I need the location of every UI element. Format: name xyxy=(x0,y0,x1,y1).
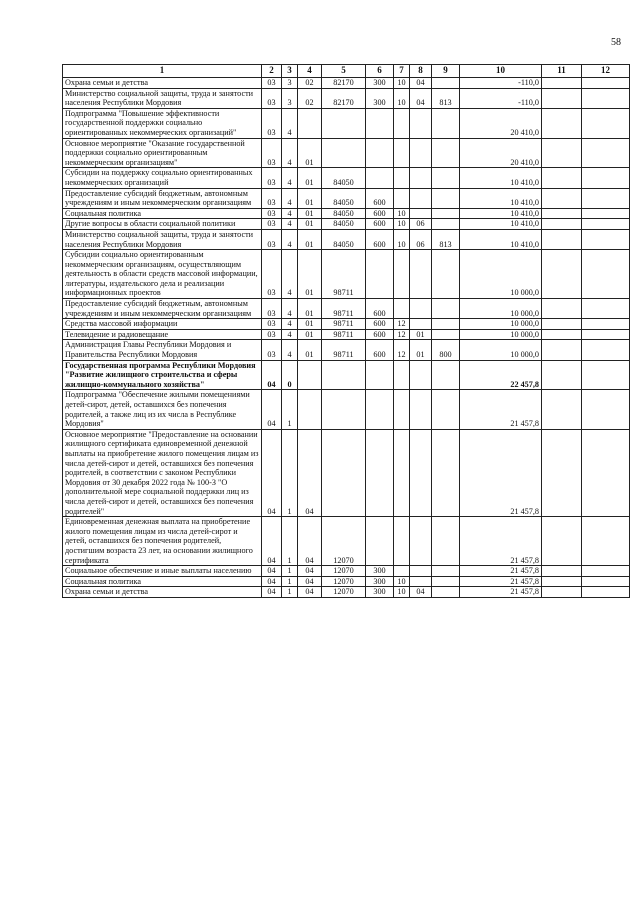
code-cell-4: 01 xyxy=(298,138,322,168)
code-cell-7: 10 xyxy=(394,576,410,587)
code-cell-6: 600 xyxy=(366,188,394,208)
code-cell-12 xyxy=(582,329,630,340)
code-cell-7 xyxy=(394,138,410,168)
code-cell-2: 03 xyxy=(262,88,282,108)
row-name-cell: Министерство социальной защиты, труда и занятости населения Республики Мордовия xyxy=(63,88,262,108)
row-name-cell: Администрация Главы Республики Мордовия и Правительства Республики Мордовия xyxy=(63,340,262,360)
row-name-cell: Социальное обеспечение и иные выплаты населению xyxy=(63,566,262,577)
table-row xyxy=(63,299,630,319)
code-cell-12 xyxy=(582,319,630,330)
code-cell-11 xyxy=(542,576,582,587)
code-cell-9 xyxy=(432,108,460,138)
code-cell-3: 4 xyxy=(282,340,298,360)
amount-cell: 20 410,0 xyxy=(460,108,542,138)
code-cell-7 xyxy=(394,517,410,566)
code-cell-5: 84050 xyxy=(322,208,366,219)
code-cell-4: 01 xyxy=(298,229,322,249)
code-cell-4: 04 xyxy=(298,566,322,577)
code-cell-5: 12070 xyxy=(322,587,366,598)
code-cell-2: 04 xyxy=(262,390,282,429)
code-cell-6 xyxy=(366,429,394,516)
code-cell-12 xyxy=(582,88,630,108)
code-cell-7 xyxy=(394,250,410,299)
code-cell-12 xyxy=(582,390,630,429)
table-row xyxy=(63,517,630,566)
code-cell-8 xyxy=(410,208,432,219)
code-cell-7: 10 xyxy=(394,208,410,219)
code-cell-7: 12 xyxy=(394,340,410,360)
code-cell-4: 01 xyxy=(298,250,322,299)
row-name-cell: Охрана семьи и детства xyxy=(63,78,262,89)
code-cell-3: 4 xyxy=(282,329,298,340)
code-cell-5: 98711 xyxy=(322,329,366,340)
code-cell-5: 12070 xyxy=(322,517,366,566)
code-cell-4: 01 xyxy=(298,299,322,319)
code-cell-12 xyxy=(582,360,630,390)
code-cell-7 xyxy=(394,108,410,138)
code-cell-5 xyxy=(322,429,366,516)
code-cell-4: 01 xyxy=(298,340,322,360)
code-cell-8 xyxy=(410,250,432,299)
column-header-4: 4 xyxy=(298,65,322,78)
code-cell-9 xyxy=(432,390,460,429)
code-cell-11 xyxy=(542,208,582,219)
code-cell-4: 02 xyxy=(298,78,322,89)
code-cell-7: 12 xyxy=(394,329,410,340)
code-cell-9 xyxy=(432,429,460,516)
code-cell-8 xyxy=(410,319,432,330)
code-cell-11 xyxy=(542,429,582,516)
budget-table xyxy=(62,64,630,598)
code-cell-11 xyxy=(542,517,582,566)
code-cell-11 xyxy=(542,340,582,360)
code-cell-3: 4 xyxy=(282,229,298,249)
code-cell-3: 4 xyxy=(282,299,298,319)
code-cell-7: 12 xyxy=(394,319,410,330)
row-name-cell: Социальная политика xyxy=(63,576,262,587)
code-cell-3: 4 xyxy=(282,219,298,230)
amount-cell: 21 457,8 xyxy=(460,566,542,577)
code-cell-5 xyxy=(322,138,366,168)
code-cell-6 xyxy=(366,168,394,188)
amount-cell: 10 410,0 xyxy=(460,208,542,219)
table-row xyxy=(63,88,630,108)
code-cell-3: 1 xyxy=(282,517,298,566)
code-cell-3: 4 xyxy=(282,208,298,219)
code-cell-7 xyxy=(394,429,410,516)
code-cell-2: 04 xyxy=(262,517,282,566)
row-name-cell: Субсидии на поддержку социально ориентированных некоммерческих организаций xyxy=(63,168,262,188)
amount-cell: 20 410,0 xyxy=(460,138,542,168)
code-cell-11 xyxy=(542,88,582,108)
amount-cell: 21 457,8 xyxy=(460,429,542,516)
row-name-cell: Подпрограмма "Обеспечение жилыми помещениями детей-сирот, детей, оставшихся без попечения родителей, а также лиц из их числа в Республике Мордовия" xyxy=(63,390,262,429)
column-header-11: 11 xyxy=(542,65,582,78)
table-row xyxy=(63,208,630,219)
code-cell-4: 01 xyxy=(298,329,322,340)
row-name-cell: Государственная программа Республики Мордовия "Развитие жилищного строительства и сферы жилищно-коммунального хозяйства" xyxy=(63,360,262,390)
code-cell-3: 4 xyxy=(282,108,298,138)
code-cell-9 xyxy=(432,299,460,319)
code-cell-5 xyxy=(322,390,366,429)
table-row xyxy=(63,360,630,390)
code-cell-5: 12070 xyxy=(322,566,366,577)
code-cell-3: 1 xyxy=(282,587,298,598)
column-header-3: 3 xyxy=(282,65,298,78)
table-row xyxy=(63,390,630,429)
code-cell-5: 82170 xyxy=(322,88,366,108)
code-cell-5: 98711 xyxy=(322,319,366,330)
code-cell-12 xyxy=(582,429,630,516)
code-cell-8 xyxy=(410,360,432,390)
amount-cell: 10 000,0 xyxy=(460,340,542,360)
code-cell-3: 1 xyxy=(282,429,298,516)
code-cell-11 xyxy=(542,138,582,168)
code-cell-9 xyxy=(432,138,460,168)
code-cell-2: 04 xyxy=(262,576,282,587)
code-cell-11 xyxy=(542,108,582,138)
code-cell-11 xyxy=(542,188,582,208)
code-cell-3: 4 xyxy=(282,138,298,168)
code-cell-11 xyxy=(542,219,582,230)
code-cell-9: 813 xyxy=(432,229,460,249)
code-cell-6: 300 xyxy=(366,88,394,108)
code-cell-12 xyxy=(582,78,630,89)
code-cell-3: 0 xyxy=(282,360,298,390)
code-cell-3: 4 xyxy=(282,188,298,208)
amount-cell: 10 000,0 xyxy=(460,319,542,330)
code-cell-8 xyxy=(410,138,432,168)
code-cell-9: 800 xyxy=(432,340,460,360)
code-cell-5: 98711 xyxy=(322,299,366,319)
code-cell-4: 04 xyxy=(298,517,322,566)
code-cell-8 xyxy=(410,390,432,429)
code-cell-2: 03 xyxy=(262,319,282,330)
code-cell-4: 04 xyxy=(298,576,322,587)
table-row xyxy=(63,587,630,598)
row-name-cell: Основное мероприятие "Оказание государственной поддержки социально ориентированным некоммерческим организациям" xyxy=(63,138,262,168)
code-cell-2: 03 xyxy=(262,78,282,89)
code-cell-4 xyxy=(298,108,322,138)
row-name-cell: Другие вопросы в области социальной политики xyxy=(63,219,262,230)
code-cell-11 xyxy=(542,78,582,89)
code-cell-2: 03 xyxy=(262,229,282,249)
code-cell-2: 04 xyxy=(262,360,282,390)
code-cell-12 xyxy=(582,576,630,587)
code-cell-12 xyxy=(582,587,630,598)
code-cell-9 xyxy=(432,188,460,208)
column-header-1: 1 xyxy=(63,65,262,78)
code-cell-9 xyxy=(432,219,460,230)
code-cell-2: 03 xyxy=(262,138,282,168)
table-row xyxy=(63,566,630,577)
table-row xyxy=(63,138,630,168)
code-cell-4: 01 xyxy=(298,319,322,330)
code-cell-6 xyxy=(366,360,394,390)
row-name-cell: Социальная политика xyxy=(63,208,262,219)
amount-cell: -110,0 xyxy=(460,78,542,89)
code-cell-7 xyxy=(394,188,410,208)
code-cell-5: 98711 xyxy=(322,250,366,299)
code-cell-9 xyxy=(432,576,460,587)
code-cell-3: 1 xyxy=(282,390,298,429)
row-name-cell: Субсидии социально ориентированным некоммерческим организациям, осуществляющим деятельность в области средств массовой информации, литературы, издательского дела и реализации информационных проектов xyxy=(63,250,262,299)
table-row xyxy=(63,168,630,188)
code-cell-2: 03 xyxy=(262,219,282,230)
table-row xyxy=(63,340,630,360)
amount-cell: 21 457,8 xyxy=(460,587,542,598)
table-row xyxy=(63,250,630,299)
code-cell-8 xyxy=(410,299,432,319)
code-cell-9 xyxy=(432,517,460,566)
code-cell-7 xyxy=(394,566,410,577)
code-cell-3: 4 xyxy=(282,250,298,299)
column-header-5: 5 xyxy=(322,65,366,78)
table-row xyxy=(63,219,630,230)
code-cell-6: 600 xyxy=(366,340,394,360)
code-cell-4: 01 xyxy=(298,219,322,230)
code-cell-12 xyxy=(582,250,630,299)
code-cell-11 xyxy=(542,250,582,299)
code-cell-4: 02 xyxy=(298,88,322,108)
code-cell-12 xyxy=(582,229,630,249)
code-cell-12 xyxy=(582,138,630,168)
code-cell-12 xyxy=(582,188,630,208)
code-cell-6: 600 xyxy=(366,329,394,340)
code-cell-7: 10 xyxy=(394,229,410,249)
amount-cell: 10 410,0 xyxy=(460,188,542,208)
row-name-cell: Телевидение и радиовещание xyxy=(63,329,262,340)
code-cell-12 xyxy=(582,517,630,566)
code-cell-8 xyxy=(410,576,432,587)
code-cell-9 xyxy=(432,208,460,219)
column-header-7: 7 xyxy=(394,65,410,78)
code-cell-3: 3 xyxy=(282,88,298,108)
code-cell-8: 04 xyxy=(410,587,432,598)
code-cell-11 xyxy=(542,587,582,598)
code-cell-5: 12070 xyxy=(322,576,366,587)
code-cell-9 xyxy=(432,566,460,577)
code-cell-5: 84050 xyxy=(322,229,366,249)
column-header-2: 2 xyxy=(262,65,282,78)
code-cell-4 xyxy=(298,390,322,429)
row-name-cell: Предоставление субсидий бюджетным, автономным учреждениям и иным некоммерческим организациям xyxy=(63,188,262,208)
code-cell-2: 03 xyxy=(262,299,282,319)
code-cell-8: 06 xyxy=(410,229,432,249)
amount-cell: 10 410,0 xyxy=(460,219,542,230)
code-cell-4 xyxy=(298,360,322,390)
code-cell-2: 03 xyxy=(262,108,282,138)
code-cell-2: 03 xyxy=(262,340,282,360)
code-cell-11 xyxy=(542,566,582,577)
column-header-10: 10 xyxy=(460,65,542,78)
code-cell-7 xyxy=(394,360,410,390)
code-cell-6: 300 xyxy=(366,78,394,89)
code-cell-7 xyxy=(394,299,410,319)
code-cell-7: 10 xyxy=(394,78,410,89)
amount-cell: -110,0 xyxy=(460,88,542,108)
table-row xyxy=(63,78,630,89)
row-name-cell: Основное мероприятие "Предоставление на основании жилищного сертификата единовременной денежной выплаты на приобретение жилого помещения лицам из числа детей-сирот и детей, оставшихся без попечения родителей, в соответствии с законом Республики Мордовия от 30 декабря 2022 года № 100-З "О дополнительной мере социальной поддержки лиц из числа детей-сирот и детей, оставшихся без попечения родителей" xyxy=(63,429,262,516)
code-cell-8: 04 xyxy=(410,78,432,89)
code-cell-7: 10 xyxy=(394,88,410,108)
amount-cell: 10 000,0 xyxy=(460,250,542,299)
code-cell-11 xyxy=(542,299,582,319)
code-cell-2: 03 xyxy=(262,329,282,340)
code-cell-4: 04 xyxy=(298,429,322,516)
code-cell-9 xyxy=(432,360,460,390)
row-name-cell: Предоставление субсидий бюджетным, автономным учреждениям и иным некоммерческим организациям xyxy=(63,299,262,319)
code-cell-4: 01 xyxy=(298,188,322,208)
code-cell-8 xyxy=(410,108,432,138)
code-cell-11 xyxy=(542,390,582,429)
row-name-cell: Средства массовой информации xyxy=(63,319,262,330)
table-row xyxy=(63,329,630,340)
column-header-6: 6 xyxy=(366,65,394,78)
code-cell-6 xyxy=(366,517,394,566)
table-row xyxy=(63,319,630,330)
code-cell-9: 813 xyxy=(432,88,460,108)
code-cell-6 xyxy=(366,250,394,299)
table-row xyxy=(63,429,630,516)
code-cell-2: 03 xyxy=(262,188,282,208)
code-cell-2: 04 xyxy=(262,429,282,516)
column-header-8: 8 xyxy=(410,65,432,78)
code-cell-12 xyxy=(582,168,630,188)
amount-cell: 10 410,0 xyxy=(460,229,542,249)
code-cell-11 xyxy=(542,360,582,390)
code-cell-2: 04 xyxy=(262,587,282,598)
code-cell-5: 98711 xyxy=(322,340,366,360)
code-cell-8 xyxy=(410,168,432,188)
code-cell-3: 3 xyxy=(282,78,298,89)
amount-cell: 21 457,8 xyxy=(460,576,542,587)
table-row xyxy=(63,188,630,208)
row-name-cell: Министерство социальной защиты, труда и занятости населения Республики Мордовия xyxy=(63,229,262,249)
code-cell-11 xyxy=(542,319,582,330)
code-cell-7 xyxy=(394,168,410,188)
code-cell-2: 04 xyxy=(262,566,282,577)
code-cell-8 xyxy=(410,429,432,516)
code-cell-6: 600 xyxy=(366,299,394,319)
row-name-cell: Единовременная денежная выплата на приобретение жилого помещения лицам из числа детей-сирот и детей, оставшихся без попечения родителей, достигшим возраста 23 лет, на основании жилищного сертификата xyxy=(63,517,262,566)
code-cell-4: 01 xyxy=(298,208,322,219)
code-cell-5 xyxy=(322,108,366,138)
code-cell-7: 10 xyxy=(394,219,410,230)
column-header-12: 12 xyxy=(582,65,630,78)
code-cell-6: 600 xyxy=(366,229,394,249)
code-cell-6: 600 xyxy=(366,219,394,230)
code-cell-6: 300 xyxy=(366,576,394,587)
code-cell-2: 03 xyxy=(262,168,282,188)
amount-cell: 10 000,0 xyxy=(460,329,542,340)
header-row xyxy=(63,65,630,78)
table-row xyxy=(63,108,630,138)
code-cell-5: 84050 xyxy=(322,168,366,188)
code-cell-6: 600 xyxy=(366,208,394,219)
code-cell-8 xyxy=(410,517,432,566)
code-cell-9 xyxy=(432,587,460,598)
amount-cell: 10 000,0 xyxy=(460,299,542,319)
code-cell-6 xyxy=(366,108,394,138)
code-cell-6: 300 xyxy=(366,566,394,577)
code-cell-8: 06 xyxy=(410,219,432,230)
code-cell-8 xyxy=(410,566,432,577)
table-row xyxy=(63,229,630,249)
code-cell-6: 300 xyxy=(366,587,394,598)
code-cell-6 xyxy=(366,138,394,168)
code-cell-9 xyxy=(432,329,460,340)
code-cell-12 xyxy=(582,299,630,319)
code-cell-6: 600 xyxy=(366,319,394,330)
code-cell-5: 82170 xyxy=(322,78,366,89)
amount-cell: 21 457,8 xyxy=(460,390,542,429)
code-cell-12 xyxy=(582,108,630,138)
code-cell-9 xyxy=(432,250,460,299)
code-cell-6 xyxy=(366,390,394,429)
code-cell-2: 03 xyxy=(262,250,282,299)
code-cell-12 xyxy=(582,219,630,230)
code-cell-5: 84050 xyxy=(322,219,366,230)
code-cell-4: 01 xyxy=(298,168,322,188)
amount-cell: 10 410,0 xyxy=(460,168,542,188)
code-cell-8 xyxy=(410,188,432,208)
table-row xyxy=(63,576,630,587)
code-cell-11 xyxy=(542,168,582,188)
code-cell-4: 04 xyxy=(298,587,322,598)
code-cell-3: 1 xyxy=(282,576,298,587)
code-cell-12 xyxy=(582,208,630,219)
code-cell-5 xyxy=(322,360,366,390)
code-cell-12 xyxy=(582,566,630,577)
code-cell-9 xyxy=(432,78,460,89)
code-cell-7 xyxy=(394,390,410,429)
code-cell-3: 1 xyxy=(282,566,298,577)
amount-cell: 22 457,8 xyxy=(460,360,542,390)
amount-cell: 21 457,8 xyxy=(460,517,542,566)
column-header-9: 9 xyxy=(432,65,460,78)
code-cell-8: 01 xyxy=(410,340,432,360)
code-cell-12 xyxy=(582,340,630,360)
row-name-cell: Охрана семьи и детства xyxy=(63,587,262,598)
code-cell-3: 4 xyxy=(282,319,298,330)
code-cell-11 xyxy=(542,329,582,340)
page-number: 58 xyxy=(611,37,621,48)
code-cell-2: 03 xyxy=(262,208,282,219)
code-cell-5: 84050 xyxy=(322,188,366,208)
code-cell-9 xyxy=(432,319,460,330)
code-cell-8: 01 xyxy=(410,329,432,340)
code-cell-7: 10 xyxy=(394,587,410,598)
code-cell-11 xyxy=(542,229,582,249)
code-cell-3: 4 xyxy=(282,168,298,188)
code-cell-8: 04 xyxy=(410,88,432,108)
row-name-cell: Подпрограмма "Повышение эффективности государственной поддержки социально ориентированных некоммерческих организаций" xyxy=(63,108,262,138)
code-cell-9 xyxy=(432,168,460,188)
